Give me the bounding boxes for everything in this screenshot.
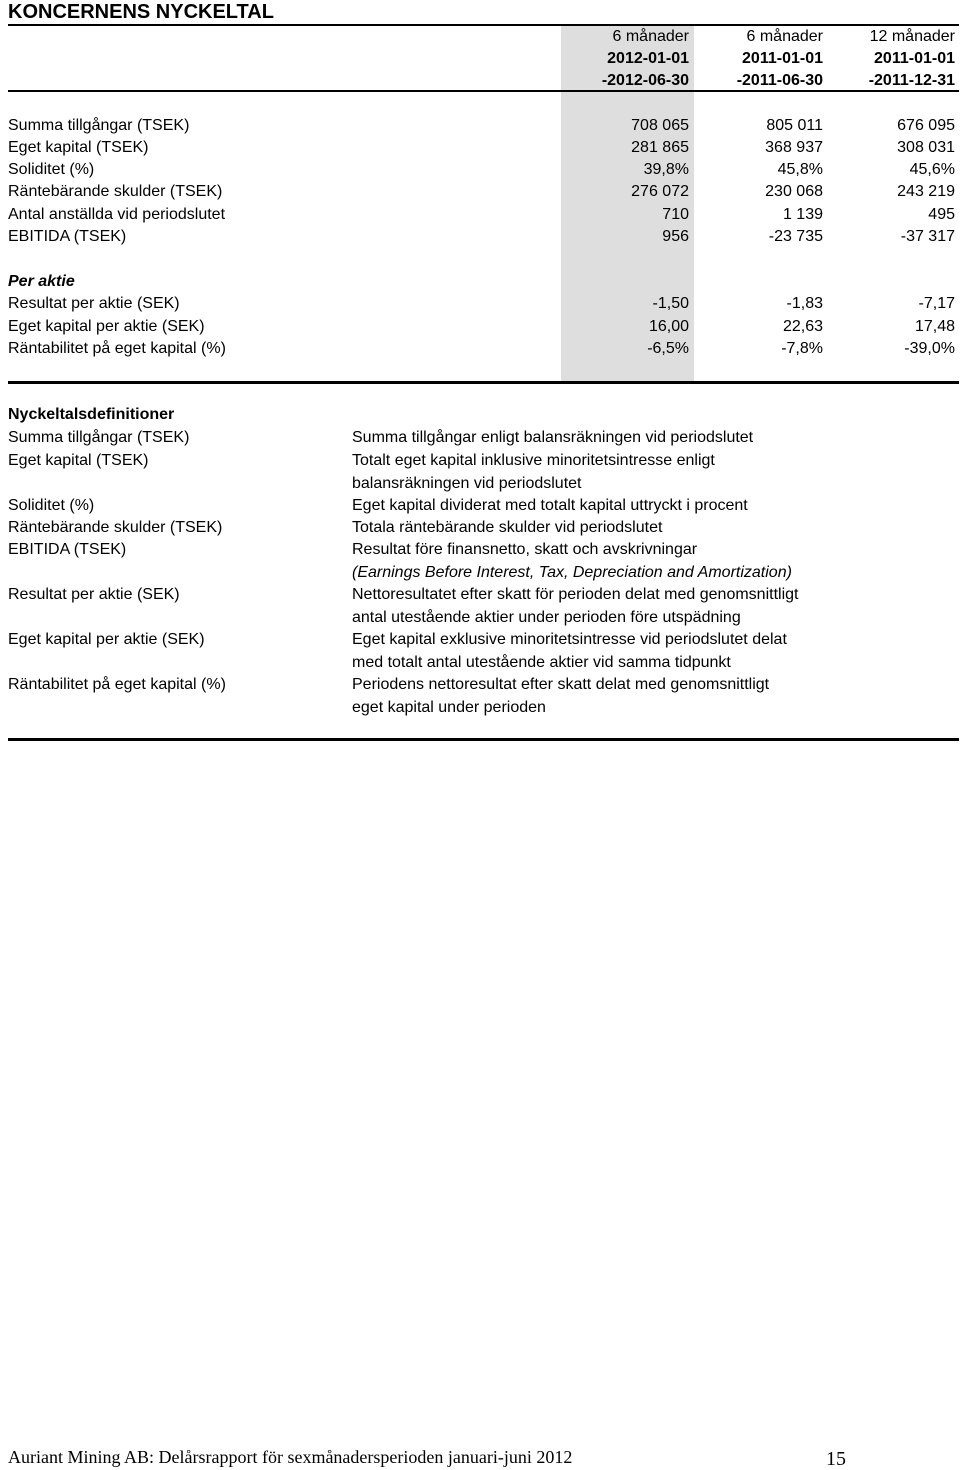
definition-term: Eget kapital (TSEK) [8,452,149,469]
definition-term: Summa tillgångar (TSEK) [8,429,190,446]
row-value: 805 011 [766,117,823,134]
row-value: 710 [662,206,689,223]
column-from: 2011-01-01 [742,50,823,67]
table-row [0,159,960,181]
definition-line: Summa tillgångar enligt balansräkningen vid periodslutet [352,429,754,446]
definition-text [352,539,912,584]
table-bottom-rule [8,381,959,384]
definition-text [352,495,912,518]
definition-line: Eget kapital dividerat med totalt kapital uttryckt i procent [352,497,748,514]
row-value: -39,0% [904,340,955,357]
table-row [0,338,960,360]
row-value: 708 065 [631,117,689,134]
table-row [0,226,960,248]
row-value: 676 095 [897,117,955,134]
definition-line: med totalt antal utestående aktier vid samma tidpunkt [352,653,731,671]
definition-text [352,427,912,450]
definition-term: EBITIDA (TSEK) [8,541,127,558]
row-label: Resultat per aktie (SEK) [8,295,180,312]
definition-line: Resultat före finansnetto, skatt och avskrivningar [352,541,698,558]
section-heading-row [0,271,960,293]
row-label: Summa tillgångar (TSEK) [8,117,190,134]
row-value: -37 317 [900,228,955,245]
row-value: -1,50 [652,295,689,312]
definition-term: Soliditet (%) [8,497,95,514]
row-label: Räntabilitet på eget kapital (%) [8,340,226,357]
row-label: Soliditet (%) [8,161,95,178]
row-value: 956 [662,228,689,245]
row-value: -6,5% [647,340,689,357]
definition-line: Totalt eget kapital inklusive minoritetsintresse enligt [352,452,715,469]
definition-text [352,674,912,719]
definition-term: Resultat per aktie (SEK) [8,586,180,603]
table-row [0,316,960,338]
row-value: 45,6% [909,161,955,178]
column-header-2 [737,26,823,92]
column-from: 2012-01-01 [607,50,689,67]
definition-line: eget kapital under perioden [352,698,546,716]
row-value: 16,00 [648,318,689,335]
row-value: 17,48 [914,318,955,335]
definition-term: Räntabilitet på eget kapital (%) [8,676,226,693]
definition-term: Räntebärande skulder (TSEK) [8,519,223,536]
definition-line: Nettoresultatet efter skatt för perioden delat med genomsnittligt [352,586,799,603]
column-from: 2011-01-01 [874,50,955,67]
definition-line: Totala räntebärande skulder vid periodslutet [352,519,663,536]
row-label: Räntebärande skulder (TSEK) [8,183,223,200]
row-value: 243 219 [897,183,955,200]
row-value: 1 139 [782,206,823,223]
table-row [0,181,960,203]
row-label: Antal anställda vid periodslutet [8,206,226,223]
definition-line: (Earnings Before Interest, Tax, Depreciation and Amortization) [352,563,792,581]
row-value: 45,8% [777,161,823,178]
row-value: -7,8% [781,340,823,357]
column-to: -2011-12-31 [868,72,955,89]
per-aktie-heading: Per aktie [8,273,75,290]
column-header-3 [869,26,955,92]
table-row [0,204,960,226]
row-value: 39,8% [643,161,689,178]
definition-text [352,584,912,629]
table-row [0,293,960,315]
definition-line: antal utestående aktier under perioden före utspädning [352,608,741,626]
footer-text: Auriant Mining AB: Delårsrapport för sexmånadersperioden januari-juni 2012 [8,1447,573,1467]
column-period: 6 månader [746,28,823,45]
table-row [0,115,960,137]
column-to: -2011-06-30 [736,72,823,89]
row-label: Eget kapital (TSEK) [8,139,149,156]
definition-line: Eget kapital exklusive minoritetsintresse vid periodslutet delat [352,631,787,648]
row-value: -1,83 [786,295,823,312]
definitions-heading: Nyckeltalsdefinitioner [8,406,175,423]
definition-text [352,517,912,540]
row-value: 22,63 [782,318,823,335]
row-value: 368 937 [765,139,823,156]
definition-text [352,450,912,495]
definition-term: Eget kapital per aktie (SEK) [8,631,205,648]
page-title: KONCERNENS NYCKELTAL [8,1,274,23]
definition-line: balansräkningen vid periodslutet [352,474,582,492]
column-period: 12 månader [869,28,955,45]
row-value: -23 735 [768,228,823,245]
definition-line: Periodens nettoresultat efter skatt delat med genomsnittligt [352,676,770,693]
column-header-1 [602,26,689,92]
column-period: 6 månader [612,28,689,45]
row-value: 230 068 [765,183,823,200]
row-value: 495 [928,206,955,223]
definition-text [352,629,912,674]
page-number: 15 [826,1448,846,1470]
row-value: 276 072 [631,183,689,200]
row-value: 281 865 [631,139,689,156]
row-label: EBITIDA (TSEK) [8,228,127,245]
column-to: -2012-06-30 [601,72,689,89]
row-label: Eget kapital per aktie (SEK) [8,318,205,335]
row-value: 308 031 [897,139,955,156]
row-value: -7,17 [918,295,955,312]
definitions-bottom-rule [8,738,959,741]
table-row [0,137,960,159]
